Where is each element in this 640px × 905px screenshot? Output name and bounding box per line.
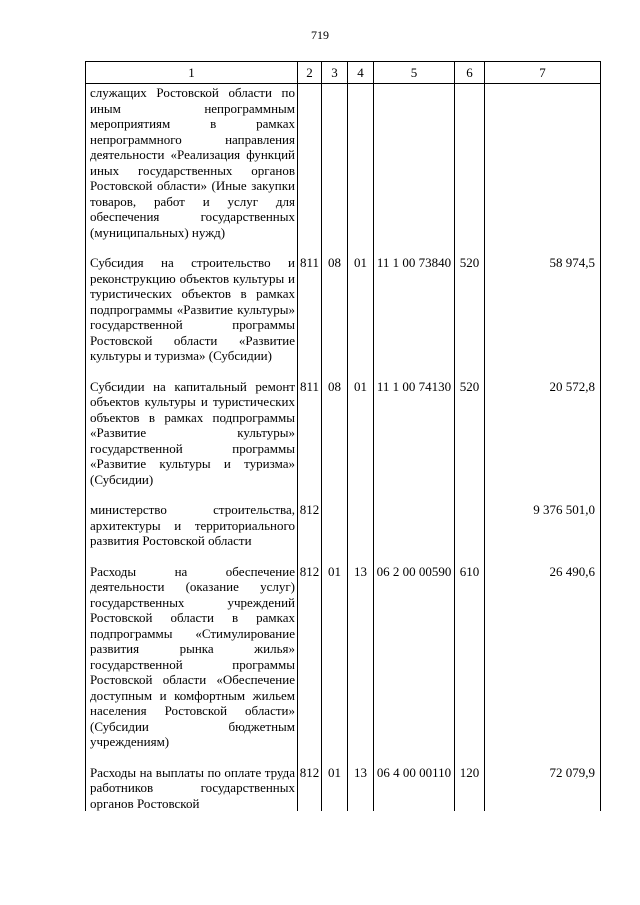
table-row <box>86 501 601 549</box>
page-number: 719 <box>311 28 329 42</box>
header-col-2: 2 <box>298 62 322 84</box>
row-sum: 72 079,9 <box>485 764 601 812</box>
row-name: Расходы на обеспечение деятельности (оказание услуг) государственных учреждений Ростовской области в рамках подпрограммы «Стимулирование развития рынка жилья» государственной программы Ростовской области «Обеспечение доступным и комфортным жильем населения Ростовской области» (Субсидии бюджетным учреждениям) <box>86 563 298 750</box>
header-col-1: 1 <box>86 62 298 84</box>
row-ved <box>298 84 322 241</box>
row-ved: 812 <box>298 563 322 750</box>
row-sum: 9 376 501,0 <box>485 501 601 549</box>
header-col-3: 3 <box>322 62 348 84</box>
row-name: Субсидия на строительство и реконструкцию объектов культуры и туристических объектов в рамках подпрограммы «Развитие культуры» государственной программы Ростовской области «Развитие культуры и туризма» (Субсидии) <box>86 254 298 364</box>
table-row <box>86 254 601 364</box>
row-pr: 01 <box>348 254 374 364</box>
row-ved: 811 <box>298 378 322 488</box>
row-csr: 11 1 00 74130 <box>374 378 455 488</box>
row-name: министерство строительства, архитектуры и территориального развития Ростовской области <box>86 501 298 549</box>
row-sum: 20 572,8 <box>485 378 601 488</box>
header-col-7: 7 <box>485 62 601 84</box>
row-pr <box>348 84 374 241</box>
row-rz: 01 <box>322 764 348 812</box>
row-pr <box>348 501 374 549</box>
row-ved: 811 <box>298 254 322 364</box>
table-row <box>86 563 601 750</box>
row-rz: 01 <box>322 563 348 750</box>
row-vr: 520 <box>455 254 485 364</box>
row-vr: 610 <box>455 563 485 750</box>
row-spacer <box>86 487 601 501</box>
row-rz <box>322 501 348 549</box>
row-sum: 26 490,6 <box>485 563 601 750</box>
row-spacer <box>86 364 601 378</box>
row-ved: 812 <box>298 764 322 812</box>
row-pr: 13 <box>348 764 374 812</box>
row-csr <box>374 84 455 241</box>
row-name: служащих Ростовской области по иным непрограммным мероприятиям в рамках непрограммного направления деятельности «Реализация функций иных государственных органов Ростовской области» (Иные закупки товаров, работ и услуг для обеспечения государственных (муниципальных) нужд) <box>86 84 298 241</box>
row-rz <box>322 84 348 241</box>
header-col-6: 6 <box>455 62 485 84</box>
row-vr <box>455 84 485 241</box>
row-csr: 06 4 00 00110 <box>374 764 455 812</box>
table-row <box>86 84 601 241</box>
row-sum <box>485 84 601 241</box>
row-name: Субсидии на капитальный ремонт объектов культуры и туристических объектов в рамках подпрограммы «Развитие культуры» государственной программы «Развитие культуры и туризма» (Субсидии) <box>86 378 298 488</box>
row-ved: 812 <box>298 501 322 549</box>
row-vr <box>455 501 485 549</box>
row-rz: 08 <box>322 254 348 364</box>
table-header-row <box>86 62 601 84</box>
row-pr: 01 <box>348 378 374 488</box>
row-name: Расходы на выплаты по оплате труда работников государственных органов Ростовской <box>86 764 298 812</box>
row-csr: 06 2 00 00590 <box>374 563 455 750</box>
header-col-5: 5 <box>374 62 455 84</box>
row-sum: 58 974,5 <box>485 254 601 364</box>
row-csr: 11 1 00 73840 <box>374 254 455 364</box>
row-pr: 13 <box>348 563 374 750</box>
row-spacer <box>86 750 601 764</box>
table-row <box>86 378 601 488</box>
row-spacer <box>86 549 601 563</box>
header-col-4: 4 <box>348 62 374 84</box>
row-spacer <box>86 240 601 254</box>
row-rz: 08 <box>322 378 348 488</box>
table-row <box>86 764 601 812</box>
row-csr <box>374 501 455 549</box>
row-vr: 520 <box>455 378 485 488</box>
row-vr: 120 <box>455 764 485 812</box>
budget-table <box>85 61 601 811</box>
